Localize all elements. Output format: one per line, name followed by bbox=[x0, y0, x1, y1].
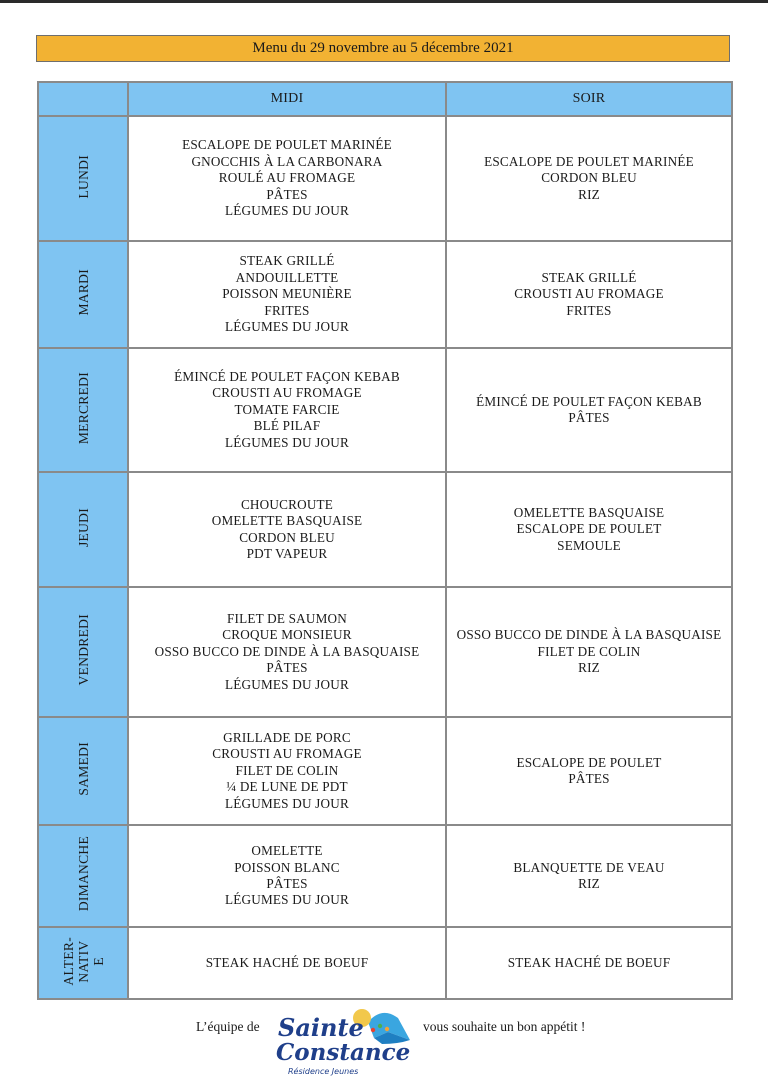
midi-dish: CROUSTI AU FROMAGE bbox=[212, 746, 362, 762]
soir-dish: RIZ bbox=[578, 660, 600, 676]
soir-dish: BLANQUETTE DE VEAU bbox=[513, 859, 665, 875]
footer-text-right: vous souhaite un bon appétit ! bbox=[423, 1019, 586, 1034]
soir-dish: FRITES bbox=[566, 302, 612, 318]
midi-dish: TOMATE FARCIE bbox=[234, 401, 340, 417]
midi-cell bbox=[128, 348, 446, 472]
soir-dish: CROUSTI AU FROMAGE bbox=[514, 286, 664, 302]
soir-dish: ESCALOPE DE POULET bbox=[516, 754, 662, 770]
midi-dish: ÉMINCÉ DE POULET FAÇON KEBAB bbox=[174, 368, 400, 384]
midi-cell bbox=[128, 587, 446, 717]
midi-dish: LÉGUMES DU JOUR bbox=[225, 676, 349, 692]
day-cell bbox=[38, 717, 128, 825]
day-cell bbox=[38, 116, 128, 241]
logo-line1: Sainte bbox=[278, 1013, 364, 1042]
day-cell bbox=[38, 825, 128, 927]
midi-dish: LÉGUMES DU JOUR bbox=[225, 319, 349, 335]
day-label bbox=[61, 937, 106, 986]
day-cell bbox=[38, 927, 128, 999]
midi-dish: LÉGUMES DU JOUR bbox=[225, 795, 349, 811]
day-cell bbox=[38, 587, 128, 717]
header-corner bbox=[38, 82, 128, 116]
midi-cell bbox=[128, 472, 446, 587]
menu-title: Menu du 29 novembre au 5 décembre 2021 bbox=[252, 40, 514, 56]
day-row bbox=[38, 472, 732, 587]
midi-dish: CROUSTI AU FROMAGE bbox=[212, 385, 362, 401]
soir-dish: RIZ bbox=[578, 186, 600, 202]
midi-dish: OSSO BUCCO DE DINDE À LA BASQUAISE bbox=[154, 643, 420, 659]
midi-dish: GNOCCHIS À LA CARBONARA bbox=[191, 153, 383, 169]
midi-dish: POISSON MEUNIÈRE bbox=[222, 286, 352, 302]
day-cell bbox=[38, 241, 128, 348]
day-label: MERCREDI bbox=[75, 371, 91, 445]
day-row bbox=[38, 348, 732, 472]
day-label: DIMANCHE bbox=[75, 836, 91, 912]
midi-dish: OMELETTE bbox=[251, 843, 323, 859]
midi-dish: CHOUCROUTE bbox=[240, 496, 334, 512]
day-label-part: NATIV bbox=[75, 940, 91, 982]
day-label-part: E bbox=[90, 956, 106, 966]
day-row bbox=[38, 717, 732, 825]
sainte-constance-logo bbox=[270, 1004, 420, 1084]
day-label: LUNDI bbox=[75, 154, 91, 199]
day-label: MARDI bbox=[75, 269, 91, 316]
menu-title-bar bbox=[36, 35, 730, 62]
midi-dish: PÂTES bbox=[266, 660, 308, 676]
day-cell bbox=[38, 472, 128, 587]
midi-cell bbox=[128, 717, 446, 825]
day-label: JEUDI bbox=[75, 508, 91, 547]
day-label: VENDREDI bbox=[75, 614, 91, 686]
midi-dish: CROQUE MONSIEUR bbox=[222, 627, 352, 643]
soir-cell bbox=[446, 241, 732, 348]
day-row bbox=[38, 587, 732, 717]
soir-dish: OSSO BUCCO DE DINDE À LA BASQUAISE bbox=[456, 627, 722, 643]
soir-cell bbox=[446, 717, 732, 825]
footer-text-left: L’équipe de bbox=[196, 1019, 260, 1034]
header-midi: MIDI bbox=[128, 82, 446, 116]
midi-dish: LÉGUMES DU JOUR bbox=[225, 434, 349, 450]
soir-dish: ÉMINCÉ DE POULET FAÇON KEBAB bbox=[476, 393, 702, 409]
midi-dish: PÂTES bbox=[266, 876, 308, 891]
midi-dish: GRILLADE DE PORC bbox=[223, 729, 351, 745]
footer bbox=[0, 1004, 768, 1084]
midi-dish: ¼ DE LUNE DE PDT bbox=[226, 779, 348, 795]
midi-dish: ESCALOPE DE POULET MARINÉE bbox=[182, 137, 392, 153]
header-row bbox=[38, 82, 732, 116]
logo-line2: Constance bbox=[276, 1039, 411, 1066]
midi-cell bbox=[128, 927, 446, 999]
day-row bbox=[38, 927, 732, 999]
soir-dish: PÂTES bbox=[568, 771, 610, 786]
day-cell bbox=[38, 348, 128, 472]
midi-dish: BLÉ PILAF bbox=[253, 418, 321, 434]
midi-dish: LÉGUMES DU JOUR bbox=[225, 892, 349, 908]
midi-cell bbox=[128, 116, 446, 241]
midi-dish: LÉGUMES DU JOUR bbox=[225, 203, 349, 219]
header-soir: SOIR bbox=[446, 82, 732, 116]
day-label: SAMEDI bbox=[75, 742, 91, 796]
midi-dish: ROULÉ AU FROMAGE bbox=[218, 170, 356, 186]
midi-dish: OMELETTE BASQUAISE bbox=[211, 513, 363, 529]
soir-cell bbox=[446, 472, 732, 587]
midi-dish: PÂTES bbox=[266, 186, 308, 202]
soir-cell bbox=[446, 927, 732, 999]
day-label-part: ALTER- bbox=[60, 936, 76, 986]
day-row bbox=[38, 116, 732, 241]
day-row bbox=[38, 825, 732, 927]
soir-dish: CORDON BLEU bbox=[541, 170, 637, 186]
soir-dish: ESCALOPE DE POULET MARINÉE bbox=[484, 153, 694, 169]
soir-dish: OMELETTE BASQUAISE bbox=[513, 504, 665, 520]
menu-table bbox=[37, 81, 733, 1000]
soir-dish: FILET DE COLIN bbox=[537, 643, 641, 659]
midi-dish: CORDON BLEU bbox=[239, 529, 335, 545]
midi-dish: ANDOUILLETTE bbox=[235, 269, 339, 285]
midi-dish: FILET DE SAUMON bbox=[227, 610, 347, 626]
midi-dish: STEAK HACHÉ DE BOEUF bbox=[205, 954, 369, 970]
top-border-line bbox=[0, 0, 768, 3]
midi-dish: STEAK GRILLÉ bbox=[239, 253, 335, 269]
soir-dish: ESCALOPE DE POULET bbox=[516, 521, 662, 537]
midi-dish: POISSON BLANC bbox=[234, 859, 340, 875]
soir-dish: STEAK HACHÉ DE BOEUF bbox=[507, 954, 671, 970]
soir-cell bbox=[446, 587, 732, 717]
midi-dish: PDT VAPEUR bbox=[246, 545, 328, 561]
soir-cell bbox=[446, 348, 732, 472]
midi-cell bbox=[128, 241, 446, 348]
midi-dish: FRITES bbox=[264, 302, 310, 318]
midi-dish: FILET DE COLIN bbox=[235, 762, 339, 778]
soir-dish: RIZ bbox=[578, 876, 600, 891]
menu-body bbox=[38, 116, 732, 999]
midi-cell bbox=[128, 825, 446, 927]
soir-dish: SEMOULE bbox=[557, 537, 621, 553]
soir-dish: PÂTES bbox=[568, 410, 610, 425]
logo-tagline: Résidence Jeunes bbox=[288, 1067, 359, 1076]
soir-cell bbox=[446, 116, 732, 241]
soir-cell bbox=[446, 825, 732, 927]
soir-dish: STEAK GRILLÉ bbox=[541, 269, 637, 285]
day-row bbox=[38, 241, 732, 348]
